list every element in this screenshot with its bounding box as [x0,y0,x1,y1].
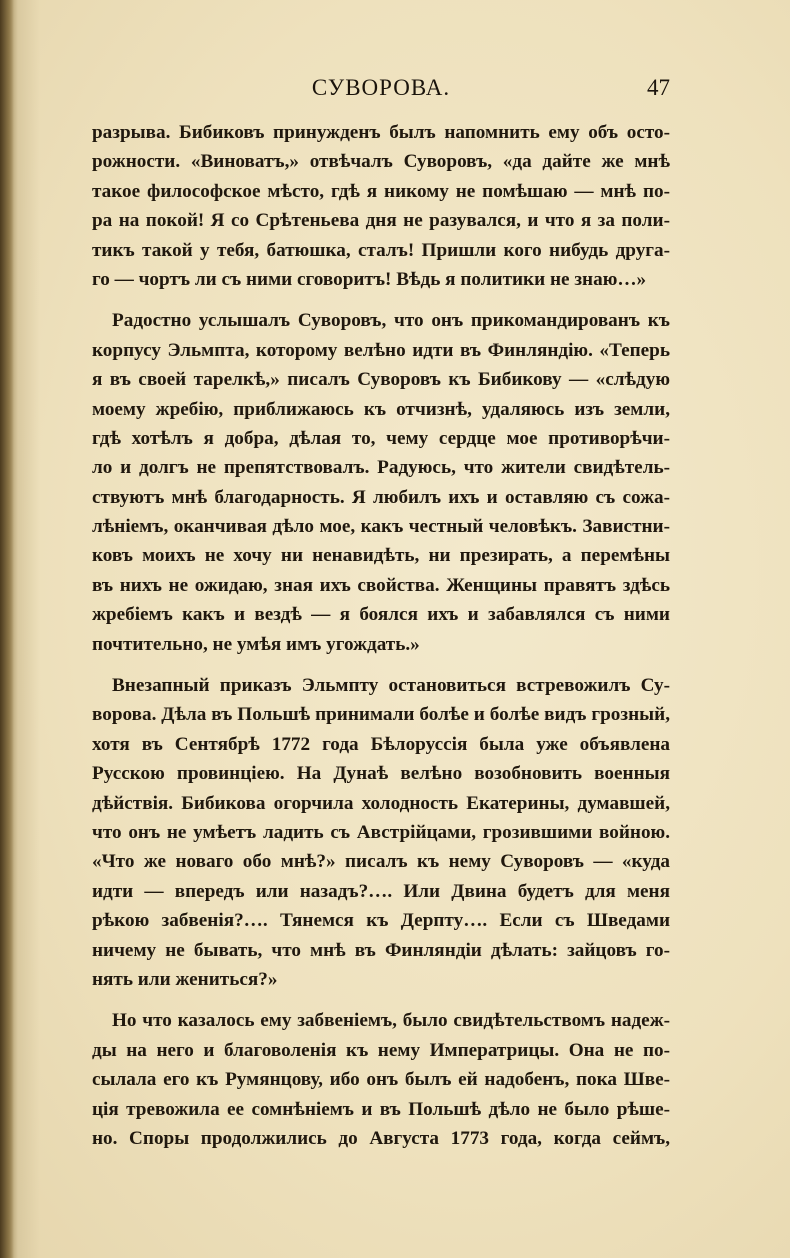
paragraph [92,1006,670,1153]
page-header [92,72,670,104]
text-line: моему жребію, приближаюсь къ отчизнѣ, удаляюсь изъ земли, [92,398,670,420]
text-line: разрыва. Бибиковъ принужденъ былъ напомнить ему объ осто- [92,122,670,143]
text-line: ковъ моихъ не хочу ни ненавидѣть, ни презирать, а перемѣны [92,545,670,567]
text-line: гдѣ хотѣлъ я добра, дѣлая то, чему сердце мое противорѣчи- [92,427,670,449]
text-line: рѣкою забвенія?…. Тянемся къ Дерпту…. Если съ Шведами [92,910,670,932]
page-number: 47 [647,75,670,100]
text-line: нять или жениться?» [92,968,278,990]
text-line: дѣйствія. Бибикова огорчила холодность Екатерины, думавшей, [92,792,670,814]
text-line: «Что же новаго обо мнѣ?» писалъ къ нему Суворовъ — «куда [92,851,670,873]
text-line: лѣніемъ, оканчивая дѣло мое, какъ честный человѣкъ. Завистни- [92,516,670,538]
text-line: хотя въ Сентябрѣ 1772 года Бѣлоруссія была уже объявлена [92,733,670,755]
paragraph [92,118,670,294]
text-line: я въ своей тарелкѣ,» писалъ Суворовъ къ Бибикову — «слѣдую [92,369,670,391]
text-line: такое философское мѣсто, гдѣ я никому не помѣшаю — мнѣ по- [92,180,670,202]
paragraph [92,306,670,659]
text-line: Внезапный приказъ Эльмпту остановиться встревожилъ Су- [112,675,670,697]
text-line: корпусу Эльмпта, которому велѣно идти въ Финляндію. «Теперь [92,339,670,361]
text-line: ція тревожила ее сомнѣніемъ и въ Польшѣ дѣло не было рѣше- [92,1098,670,1120]
paragraph [92,671,670,994]
text-line: идти — впередъ или назадъ?…. Или Двина будетъ для меня [92,880,670,902]
text-line: ло и долгъ не препятствовалъ. Радуюсь, что жители свидѣтель- [92,457,670,479]
text-line: сылала его къ Румянцову, ибо онъ былъ ей надобенъ, пока Шве- [92,1069,670,1091]
text-line: жребіемъ какъ и вездѣ — я боялся ихъ и забавлялся съ ними [92,604,670,626]
text-line: почтительно, не умѣя имъ угождать.» [92,633,420,655]
text-line: что онъ не умѣетъ ладить съ Австрійцами, грозившими войною. [92,821,670,843]
text-line: ничему не бывать, что мнѣ въ Финляндіи дѣлать: зайцовъ го- [92,939,670,961]
text-line: тикъ такой у тебя, батюшка, сталъ! Пришли кого нибудь друга- [92,239,670,261]
page-spine-shadow [0,0,14,1258]
text-line: го — чортъ ли съ ними сговоритъ! Вѣдь я политики не знаю…» [92,268,647,290]
text-line: Радостно услышалъ Суворовъ, что онъ прикомандированъ къ [112,310,670,332]
text-line: ствуютъ мнѣ благодарность. Я любилъ ихъ и оставляю съ сожа- [92,486,670,508]
text-line: Русскою провинціею. На Дунаѣ велѣно возобновить военныя [92,763,670,785]
text-line: Но что казалось ему забвеніемъ, было свидѣтельствомъ надеж- [112,1010,670,1032]
text-line: ворова. Дѣла въ Польшѣ принимали болѣе и болѣе видъ грозный, [92,704,670,726]
text-line: ды на него и благоволенія къ нему Императрицы. Она не по- [92,1039,670,1061]
text-line: рожности. «Виноватъ,» отвѣчалъ Суворовъ, «да дайте же мнѣ [92,151,670,173]
text-line: но. Споры продолжились до Августа 1773 года, когда сеймъ, [92,1127,670,1149]
text-line: въ нихъ не ожидаю, зная ихъ свойства. Женщины правятъ здѣсь [92,574,670,596]
body-text [92,118,670,1165]
running-title: СУВОРОВА. [311,75,451,100]
text-line: ра на покой! Я со Срѣтеньева дня не разувался, и что я за поли- [92,210,670,232]
